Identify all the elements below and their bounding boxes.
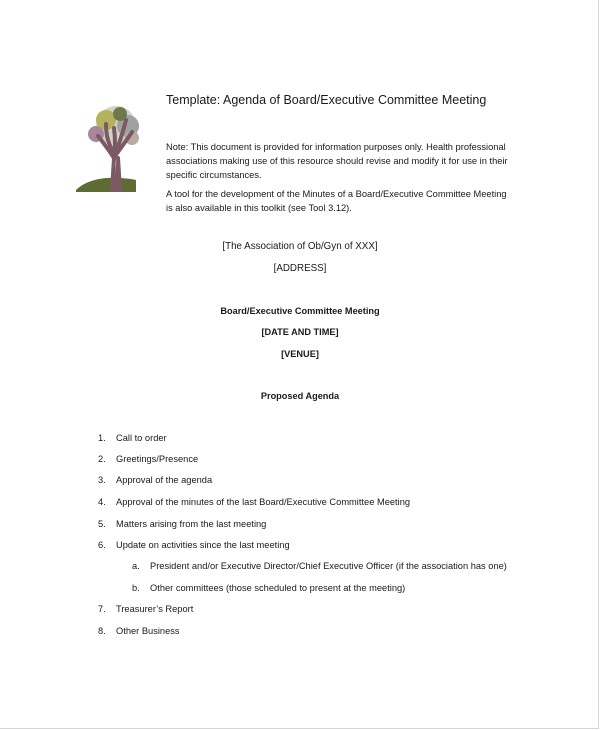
meeting-name: Board/Executive Committee Meeting xyxy=(220,306,380,316)
list-item xyxy=(98,497,410,507)
venue: [VENUE] xyxy=(281,349,319,359)
list-text: Approval of the agenda xyxy=(116,475,213,485)
proposed-agenda-heading: Proposed Agenda xyxy=(260,391,340,401)
tool-paragraph: A tool for the development of the Minutes of a Board/Executive Committee Meeting is also available in this toolkit (see Tool 3.12). xyxy=(166,189,507,213)
list-number: 8. xyxy=(98,626,106,636)
list-text: President and/or Executive Director/Chief Executive Officer (if the association has one) xyxy=(150,561,507,571)
note-paragraph: Note: This document is provided for information purposes only. Health professional associations making use of this resource should revise and modify it for use in their specific circumstances. xyxy=(166,142,508,180)
list-number: 6. xyxy=(98,540,106,550)
list-text: Greetings/Presence xyxy=(116,454,199,464)
list-item xyxy=(98,604,193,614)
list-number: 1. xyxy=(98,433,106,443)
address: [ADDRESS] xyxy=(273,263,327,274)
list-letter: b. xyxy=(132,583,140,593)
list-item xyxy=(98,475,212,485)
list-text: Treasurer’s Report xyxy=(116,604,194,614)
list-text: Other Business xyxy=(116,626,180,636)
document-title: Template: Agenda of Board/Executive Committee Meeting xyxy=(166,93,487,107)
note-block xyxy=(166,140,511,220)
list-item xyxy=(98,433,167,443)
list-text: Call to order xyxy=(116,433,167,443)
list-number: 5. xyxy=(98,519,106,529)
list-item-sub xyxy=(132,561,507,571)
list-number: 3. xyxy=(98,475,106,485)
list-item xyxy=(98,626,180,636)
list-item xyxy=(98,519,266,529)
list-text: Approval of the minutes of the last Board/Executive Committee Meeting xyxy=(116,497,411,507)
list-item xyxy=(98,454,198,464)
list-number: 2. xyxy=(98,454,106,464)
list-letter: a. xyxy=(132,561,140,571)
list-text: Update on activities since the last meeting xyxy=(116,540,290,550)
list-item-sub xyxy=(132,583,405,593)
association-name: [The Association of Ob/Gyn of XXX] xyxy=(222,241,378,252)
tree-logo-icon xyxy=(76,106,156,196)
list-text: Matters arising from the last meeting xyxy=(116,519,267,529)
list-number: 4. xyxy=(98,497,106,507)
date-time: [DATE AND TIME] xyxy=(261,327,339,337)
list-text: Other committees (those scheduled to present at the meeting) xyxy=(150,583,406,593)
list-item xyxy=(98,540,290,550)
list-number: 7. xyxy=(98,604,106,614)
